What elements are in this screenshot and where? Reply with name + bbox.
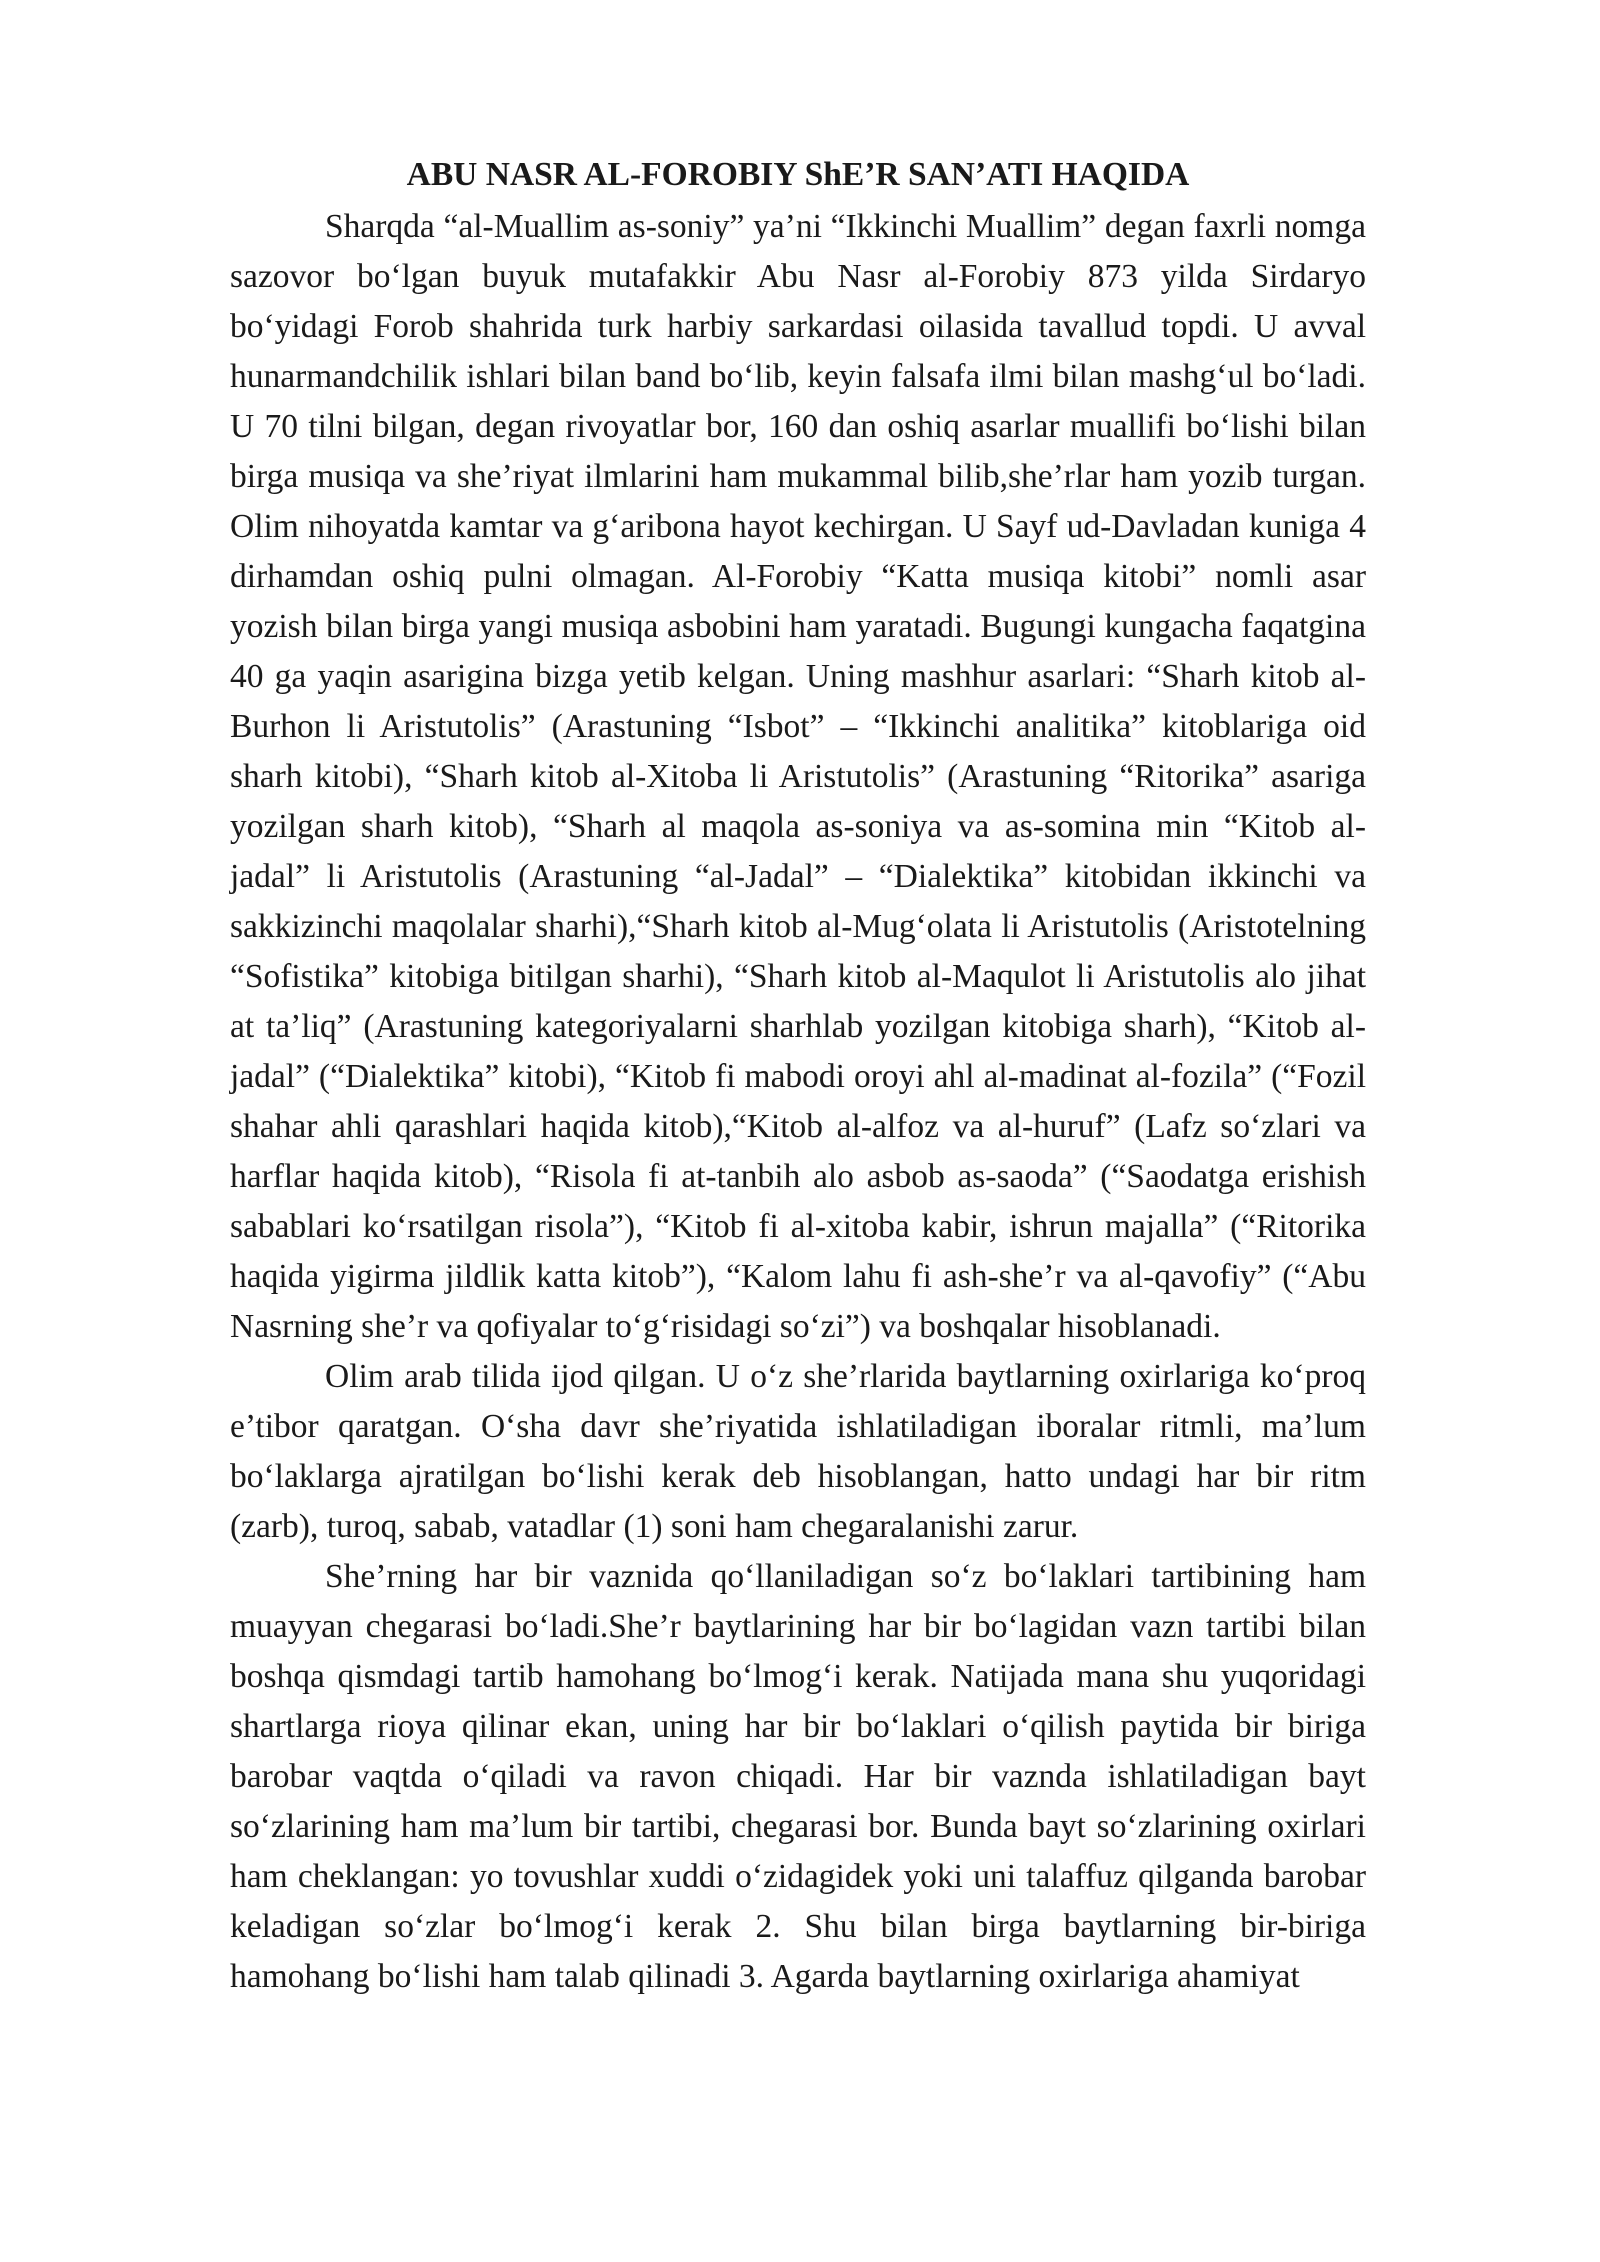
- document-title: ABU NASR AL-FOROBIY ShE’R SAN’ATI HAQIDA: [406, 156, 1190, 193]
- paragraph-biography: Sharqda “al-Muallim as-soniy” ya’ni “Ikkinchi Muallim” degan faxrli nomga sazovor bo‘lgan buyuk mutafakkir Abu Nasr al-Forobiy 873 yilda Sirdaryo bo‘yidagi Forob shahrida turk harbiy sarkardasi oilasida tavallud topdi. U avval hunarmandchilik ishlari bilan band bo‘lib, keyin falsafa ilmi bilan mashg‘ul bo‘ladi. U 70 tilni bilgan, degan rivoyatlar bor, 160 dan oshiq asarlar muallifi bo‘lishi bilan birga musiqa va she’riyat ilmlarini ham mukammal bilib,she’rlar ham yozib turgan. Olim nihoyatda kamtar va g‘aribona hayot kechirgan. U Sayf ud-Davladan kuniga 4 dirhamdan oshiq pulni olmagan. Al-Forobiy “Katta musiqa kitobi” nomli asar yozish bilan birga yangi musiqa asbobini ham yaratadi. Bugungi kungacha faqatgina 40 ga yaqin asarigina bizga yetib kelgan. Uning mashhur asarlari: “Sharh kitob al-Burhon li Aristutolis” (Arastuning “Isbot” – “Ikkinchi analitika” kitoblariga oid sharh kitobi), “Sharh kitob al-Xitoba li Aristutolis” (Arastuning “Ritorika” asariga yozilgan sharh kitob), “Sharh al maqola as-soniya va as-somina min “Kitob al-jadal” li Aristutolis (Arastuning “al-Jadal” – “Dialektika” kitobidan ikkinchi va sakkizinchi maqolalar sharhi),“Sharh kitob al-Mug‘olata li Aristutolis (Aristotelning “Sofistika” kitobiga bitilgan sharhi), “Sharh kitob al-Maqulot li Aristutolis alo jihat at ta’liq” (Arastuning kategoriyalarni sharhlab yozilgan kitobiga sharh), “Kitob al-jadal” (“Dialektika” kitobi), “Kitob fi mabodi oroyi ahl al-madinat al-fozila” (“Fozil shahar ahli qarashlari haqida kitob),“Kitob al-alfoz va al-huruf” (Lafz so‘zlari va harflar haqida kitob), “Risola fi at-tanbih alo asbob as-saoda” (“Saodatga erishish sabablari ko‘rsatilgan risola”), “Kitob fi al-xitoba kabir, ishrun majalla” (“Ritorika haqida yigirma jildlik katta kitob”), “Kalom lahu fi ash-she’r va al-qavofiy” (“Abu Nasrning she’r va qofiyalar to‘g‘risidagi so‘zi”) va boshqalar hisoblanadi.: [230, 208, 1366, 1345]
- paragraph-meter: She’rning har bir vaznida qo‘llaniladigan so‘z bo‘laklari tartibining ham muayyan chegarasi bo‘ladi.She’r baytlarining har bir bo‘lagidan vazn tartibi bilan boshqa qismdagi tartib hamohang bo‘lmog‘i kerak. Natijada mana shu yuqoridagi shartlarga rioya qilinar ekan, uning har bir bo‘laklari o‘qilish paytida bir biriga barobar vaqtda o‘qiladi va ravon chiqadi. Har bir vaznda ishlatiladigan bayt so‘zlarining ham ma’lum bir tartibi, chegarasi bor. Bunda bayt so‘zlarining oxirlari ham cheklangan: yo tovushlar xuddi o‘zidagidek yoki uni talaffuz qilganda barobar keladigan so‘zlar bo‘lmog‘i kerak 2. Shu bilan birga baytlarning bir-biriga hamohang bo‘lishi ham talab qilinadi 3. Agarda baytlarning oxirlariga ahamiyat: [230, 1558, 1366, 1995]
- document-body: [230, 150, 1366, 2002]
- paragraph-arabic-poetry: Olim arab tilida ijod qilgan. U o‘z she’rlarida baytlarning oxirlariga ko‘proq e’tibor qaratgan. O‘sha davr she’riyatida ishlatiladigan iboralar ritmli, ma’lum bo‘laklarga ajratilgan bo‘lishi kerak deb hisoblangan, hatto undagi har bir ritm (zarb), turoq, sabab, vatadlar (1) soni ham chegaralanishi zarur.: [230, 1358, 1366, 1545]
